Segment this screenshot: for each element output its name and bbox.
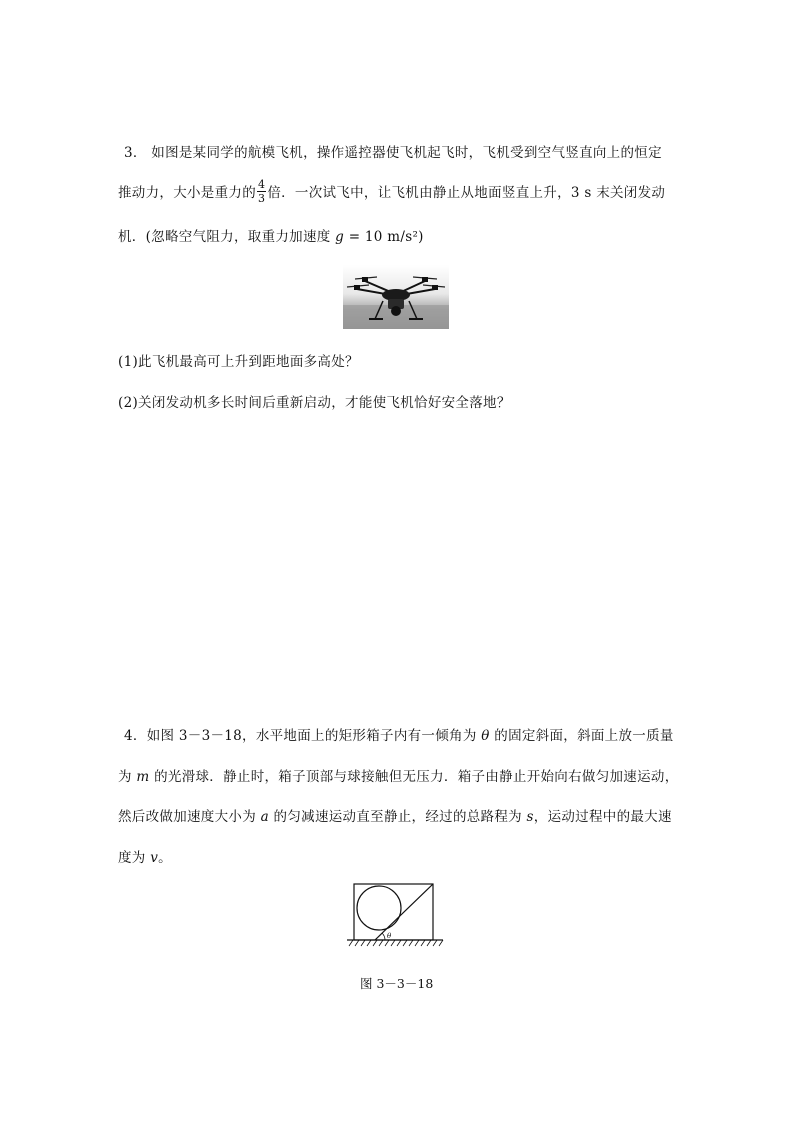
q3-line-1-text: 3． 如图是某同学的航模飞机，操作遥控器使飞机起飞时，飞机受到空气竖直向上的恒定 bbox=[124, 145, 662, 161]
q3-line-2-post: 倍．一次试飞中，让飞机由静止从地面竖直上升，3 s 末关闭发动 bbox=[267, 185, 666, 201]
q4-line-3-pre: 然后改做加速度大小为 bbox=[118, 809, 261, 825]
ground-hatching bbox=[349, 940, 443, 946]
q4-line-4 bbox=[118, 846, 172, 866]
q3-subquestion-1 bbox=[118, 350, 359, 370]
gravity-symbol: g bbox=[335, 229, 345, 245]
q3-line-2-pre: 推动力，大小是重力的 bbox=[118, 185, 256, 201]
box-outline bbox=[354, 884, 433, 940]
acceleration-symbol: a bbox=[260, 809, 269, 825]
q4-line-2 bbox=[118, 765, 679, 785]
q4-line-2-pre: 为 bbox=[118, 769, 137, 785]
incline-line bbox=[375, 884, 433, 940]
fraction-four-thirds bbox=[257, 178, 266, 205]
q4-line-3-mid: 的匀减速运动直至静止，经过的总路程为 bbox=[268, 809, 527, 825]
figure-caption: 图 3－3－18 bbox=[360, 976, 434, 991]
q4-line-1-post: 的固定斜面，斜面上放一质量 bbox=[489, 728, 674, 744]
box-incline-diagram bbox=[343, 880, 449, 952]
mass-symbol: m bbox=[136, 769, 150, 785]
ball bbox=[357, 886, 401, 930]
q3-subquestion-2-text: (2)关闭发动机多长时间后重新启动，才能使飞机恰好安全落地？ bbox=[118, 395, 511, 411]
diagram-theta-label: θ bbox=[387, 932, 392, 940]
theta-symbol: θ bbox=[481, 728, 490, 744]
q4-line-4-pre: 度为 bbox=[118, 850, 151, 866]
angle-arc bbox=[382, 933, 385, 940]
q4-line-4-post: 。 bbox=[158, 850, 172, 866]
q3-line-3-post: = 10 m/s²) bbox=[344, 229, 424, 245]
q3-line-2 bbox=[118, 180, 665, 207]
distance-symbol: s bbox=[526, 809, 534, 825]
q4-line-2-post: 的光滑球．静止时，箱子顶部与球接触但无压力．箱子由静止开始向右做匀加速运动， bbox=[149, 769, 679, 785]
q3-line-3 bbox=[118, 225, 424, 245]
q3-line-1 bbox=[124, 141, 662, 161]
q4-line-1 bbox=[124, 724, 674, 744]
velocity-symbol: v bbox=[150, 850, 159, 866]
fraction-numerator: 4 bbox=[258, 178, 266, 191]
q3-subquestion-1-text: (1)此飞机最高可上升到距地面多高处？ bbox=[118, 354, 359, 370]
fraction-denominator: 3 bbox=[258, 192, 266, 205]
drone-photo bbox=[343, 265, 449, 329]
q4-line-3 bbox=[118, 805, 672, 825]
q3-subquestion-2 bbox=[118, 391, 511, 411]
q3-line-3-pre: 机．(忽略空气阻力，取重力加速度 bbox=[118, 229, 336, 245]
q4-line-1-pre: 4．如图 3－3－18，水平地面上的矩形箱子内有一倾角为 bbox=[124, 728, 482, 744]
q4-line-3-post: ，运动过程中的最大速 bbox=[533, 809, 672, 825]
